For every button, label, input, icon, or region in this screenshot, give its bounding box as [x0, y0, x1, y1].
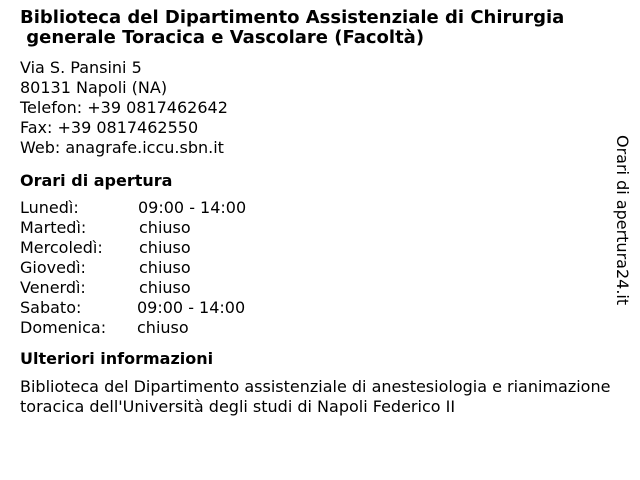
day-label: Mercoledì: — [20, 238, 103, 257]
hours-row-wednesday — [20, 238, 620, 258]
day-hours: chiuso — [139, 258, 191, 277]
day-label: Sabato: — [20, 298, 82, 317]
day-hours: chiuso — [139, 238, 191, 257]
phone-number: Telefon: +39 0817462642 — [20, 98, 228, 117]
library-card — [20, 8, 620, 417]
hours-row-thursday — [20, 258, 620, 278]
hours-row-friday — [20, 278, 620, 298]
hours-row-tuesday — [20, 218, 620, 238]
more-info-text: Biblioteca del Dipartimento assistenziale di anestesiologia e rianimazione toracica dell'Università degli studi di Napoli Federico II — [20, 377, 611, 416]
opening-hours-table — [20, 198, 620, 338]
address-street: Via S. Pansini 5 — [20, 58, 142, 77]
website: Web: anagrafe.iccu.sbn.it — [20, 138, 224, 157]
fax-number: Fax: +39 0817462550 — [20, 118, 199, 137]
day-label: Venerdì: — [20, 278, 86, 297]
address-city: 80131 Napoli (NA) — [20, 78, 168, 97]
hours-row-monday — [20, 198, 620, 218]
library-title: Biblioteca del Dipartimento Assistenziale di Chirurgia generale Toracica e Vascolare (Facoltà) — [20, 7, 565, 48]
hours-row-saturday — [20, 298, 620, 318]
day-label: Lunedì: — [20, 198, 79, 217]
watermark-brand: Orari di apertura24.it — [613, 135, 632, 306]
opening-hours-heading: Orari di apertura — [20, 171, 173, 190]
more-info-heading: Ulteriori informazioni — [20, 349, 214, 368]
contact-block — [20, 58, 620, 158]
day-hours: chiuso — [139, 218, 191, 237]
day-hours: 09:00 - 14:00 — [138, 198, 247, 217]
day-label: Martedì: — [20, 218, 87, 237]
day-hours: chiuso — [139, 278, 191, 297]
day-label: Giovedì: — [20, 258, 86, 277]
day-hours: chiuso — [137, 318, 189, 337]
day-hours: 09:00 - 14:00 — [137, 298, 246, 317]
hours-row-sunday — [20, 318, 620, 338]
day-label: Domenica: — [20, 318, 107, 337]
